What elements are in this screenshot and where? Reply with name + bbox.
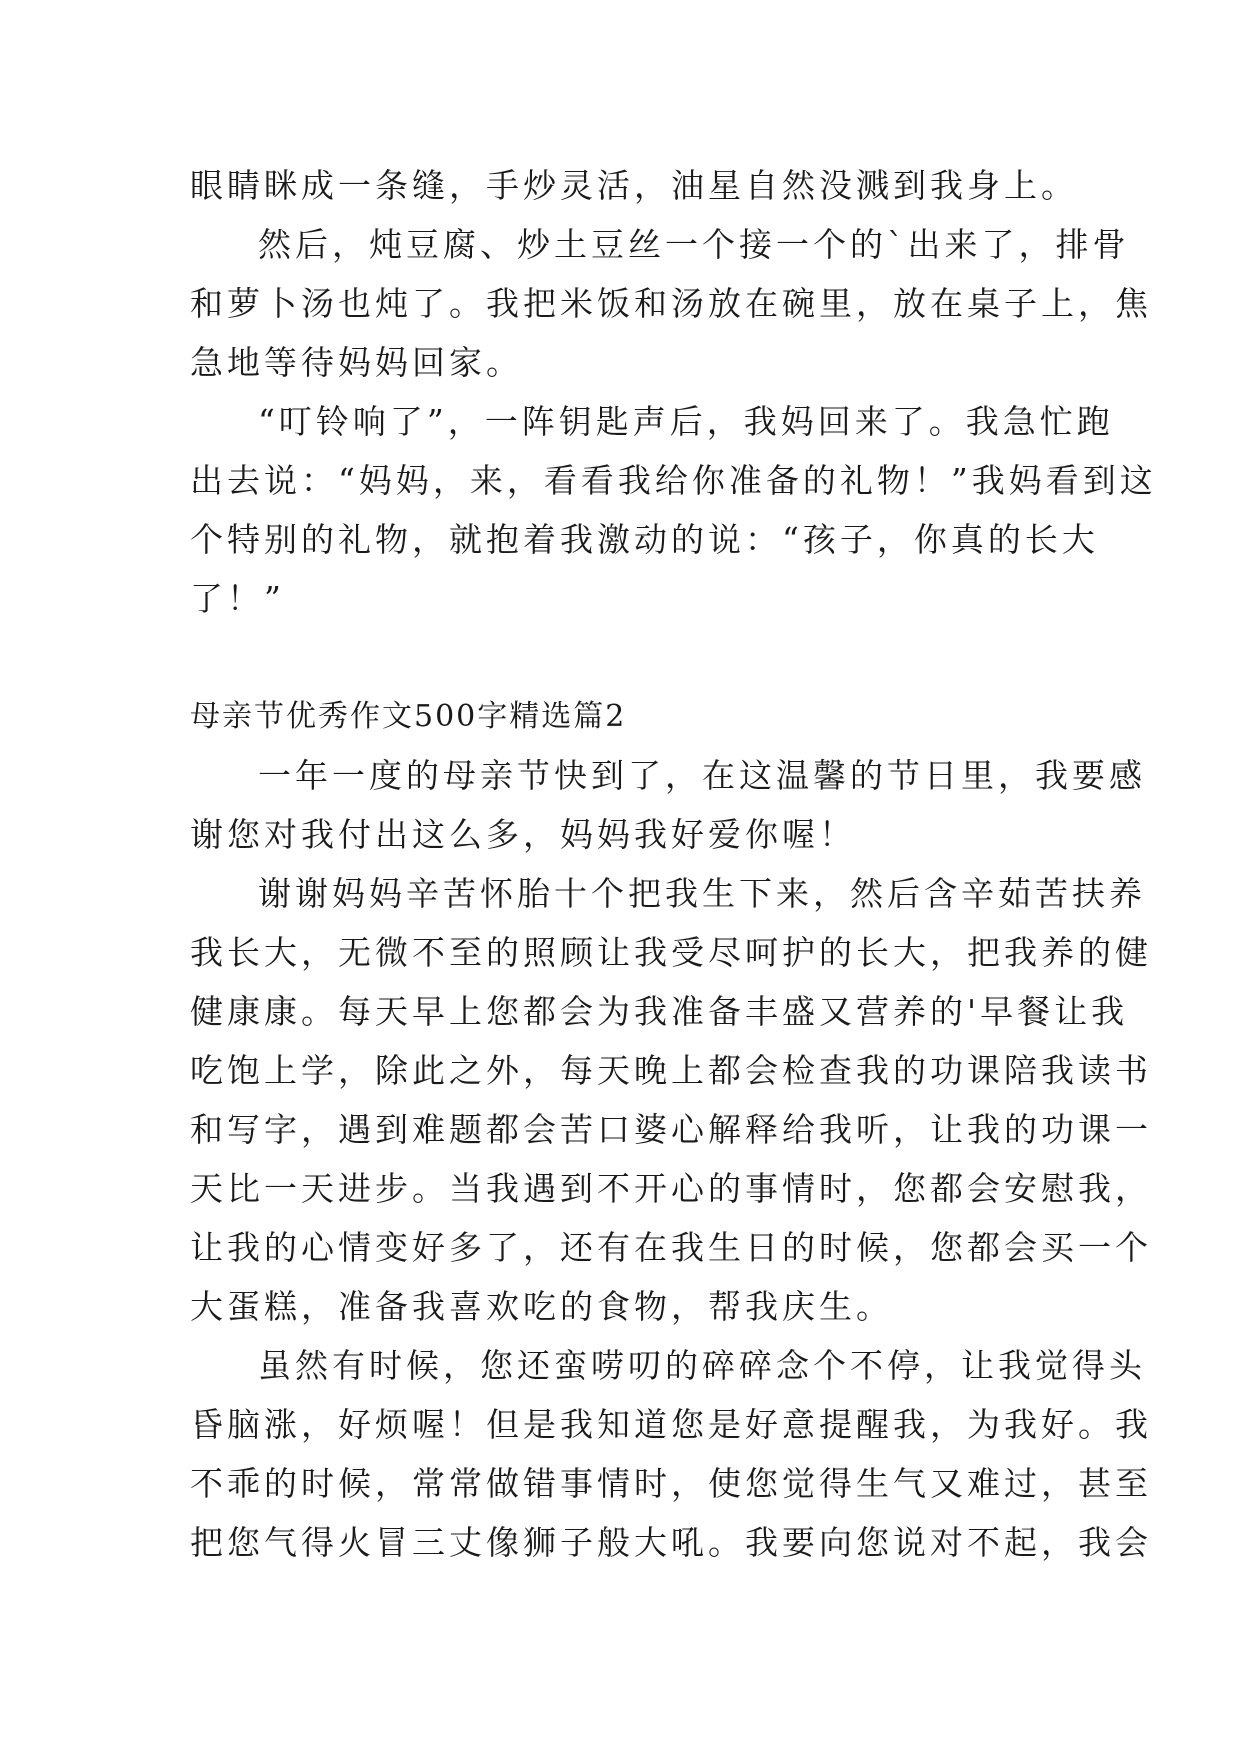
text-line: 大蛋糕，准备我喜欢吃的食物，帮我庆生。 <box>190 1287 893 1326</box>
text-line: 和写字，遇到难题都会苦口婆心解释给我听，让我的功课一 <box>190 1110 1152 1149</box>
text-line: 谢谢妈妈辛苦怀胎十个把我生下来，然后含辛茹苦扶养 <box>258 874 1146 913</box>
text-line: 一年一度的母亲节快到了，在这温馨的节日里，我要感 <box>258 756 1146 795</box>
text-line: 不乖的时候，常常做错事情时，使您觉得生气又难过，甚至 <box>190 1464 1152 1503</box>
text-line: 我长大，无微不至的照顾让我受尽呵护的长大，把我养的健 <box>190 933 1152 972</box>
text-line: 虽然有时候，您还蛮唠叨的碎碎念个不停，让我觉得头 <box>258 1346 1146 1385</box>
text-line: 谢您对我付出这么多，妈妈我好爱你喔！ <box>190 815 856 854</box>
text-line: 了！” <box>190 579 285 618</box>
text-line: 天比一天进步。当我遇到不开心的事情时，您都会安慰我， <box>190 1169 1152 1208</box>
text-line: 把您气得火冒三丈像狮子般大吼。我要向您说对不起，我会 <box>190 1523 1152 1562</box>
text-line: 个特别的礼物，就抱着我激动的说：“孩子，你真的长大 <box>190 520 1099 559</box>
text-line: 眼睛眯成一条缝，手炒灵活，油星自然没溅到我身上。 <box>190 166 1078 205</box>
text-line: 出去说：“妈妈，来，看看我给你准备的礼物！”我妈看到这 <box>190 461 1157 500</box>
text-line: 让我的心情变好多了，还有在我生日的时候，您都会买一个 <box>190 1228 1152 1267</box>
text-line: 吃饱上学，除此之外，每天晚上都会检查我的功课陪我读书 <box>190 1051 1152 1090</box>
text-line: 然后，炖豆腐、炒土豆丝一个接一个的`出来了，排骨 <box>258 225 1130 264</box>
text-line: 和萝卜汤也炖了。我把米饭和汤放在碗里，放在桌子上，焦 <box>190 284 1152 323</box>
text-line: 健康康。每天早上您都会为我准备丰盛又营养的'早餐让我 <box>190 992 1129 1031</box>
section-heading: 母亲节优秀作文500字精选篇2 <box>190 699 627 734</box>
text-line: 急地等待妈妈回家。 <box>190 343 523 382</box>
text-line: 昏脑涨，好烦喔！但是我知道您是好意提醒我，为我好。我 <box>190 1405 1152 1444</box>
text-line: “叮铃响了”，一阵钥匙声后，我妈回来了。我急忙跑 <box>258 402 1114 441</box>
